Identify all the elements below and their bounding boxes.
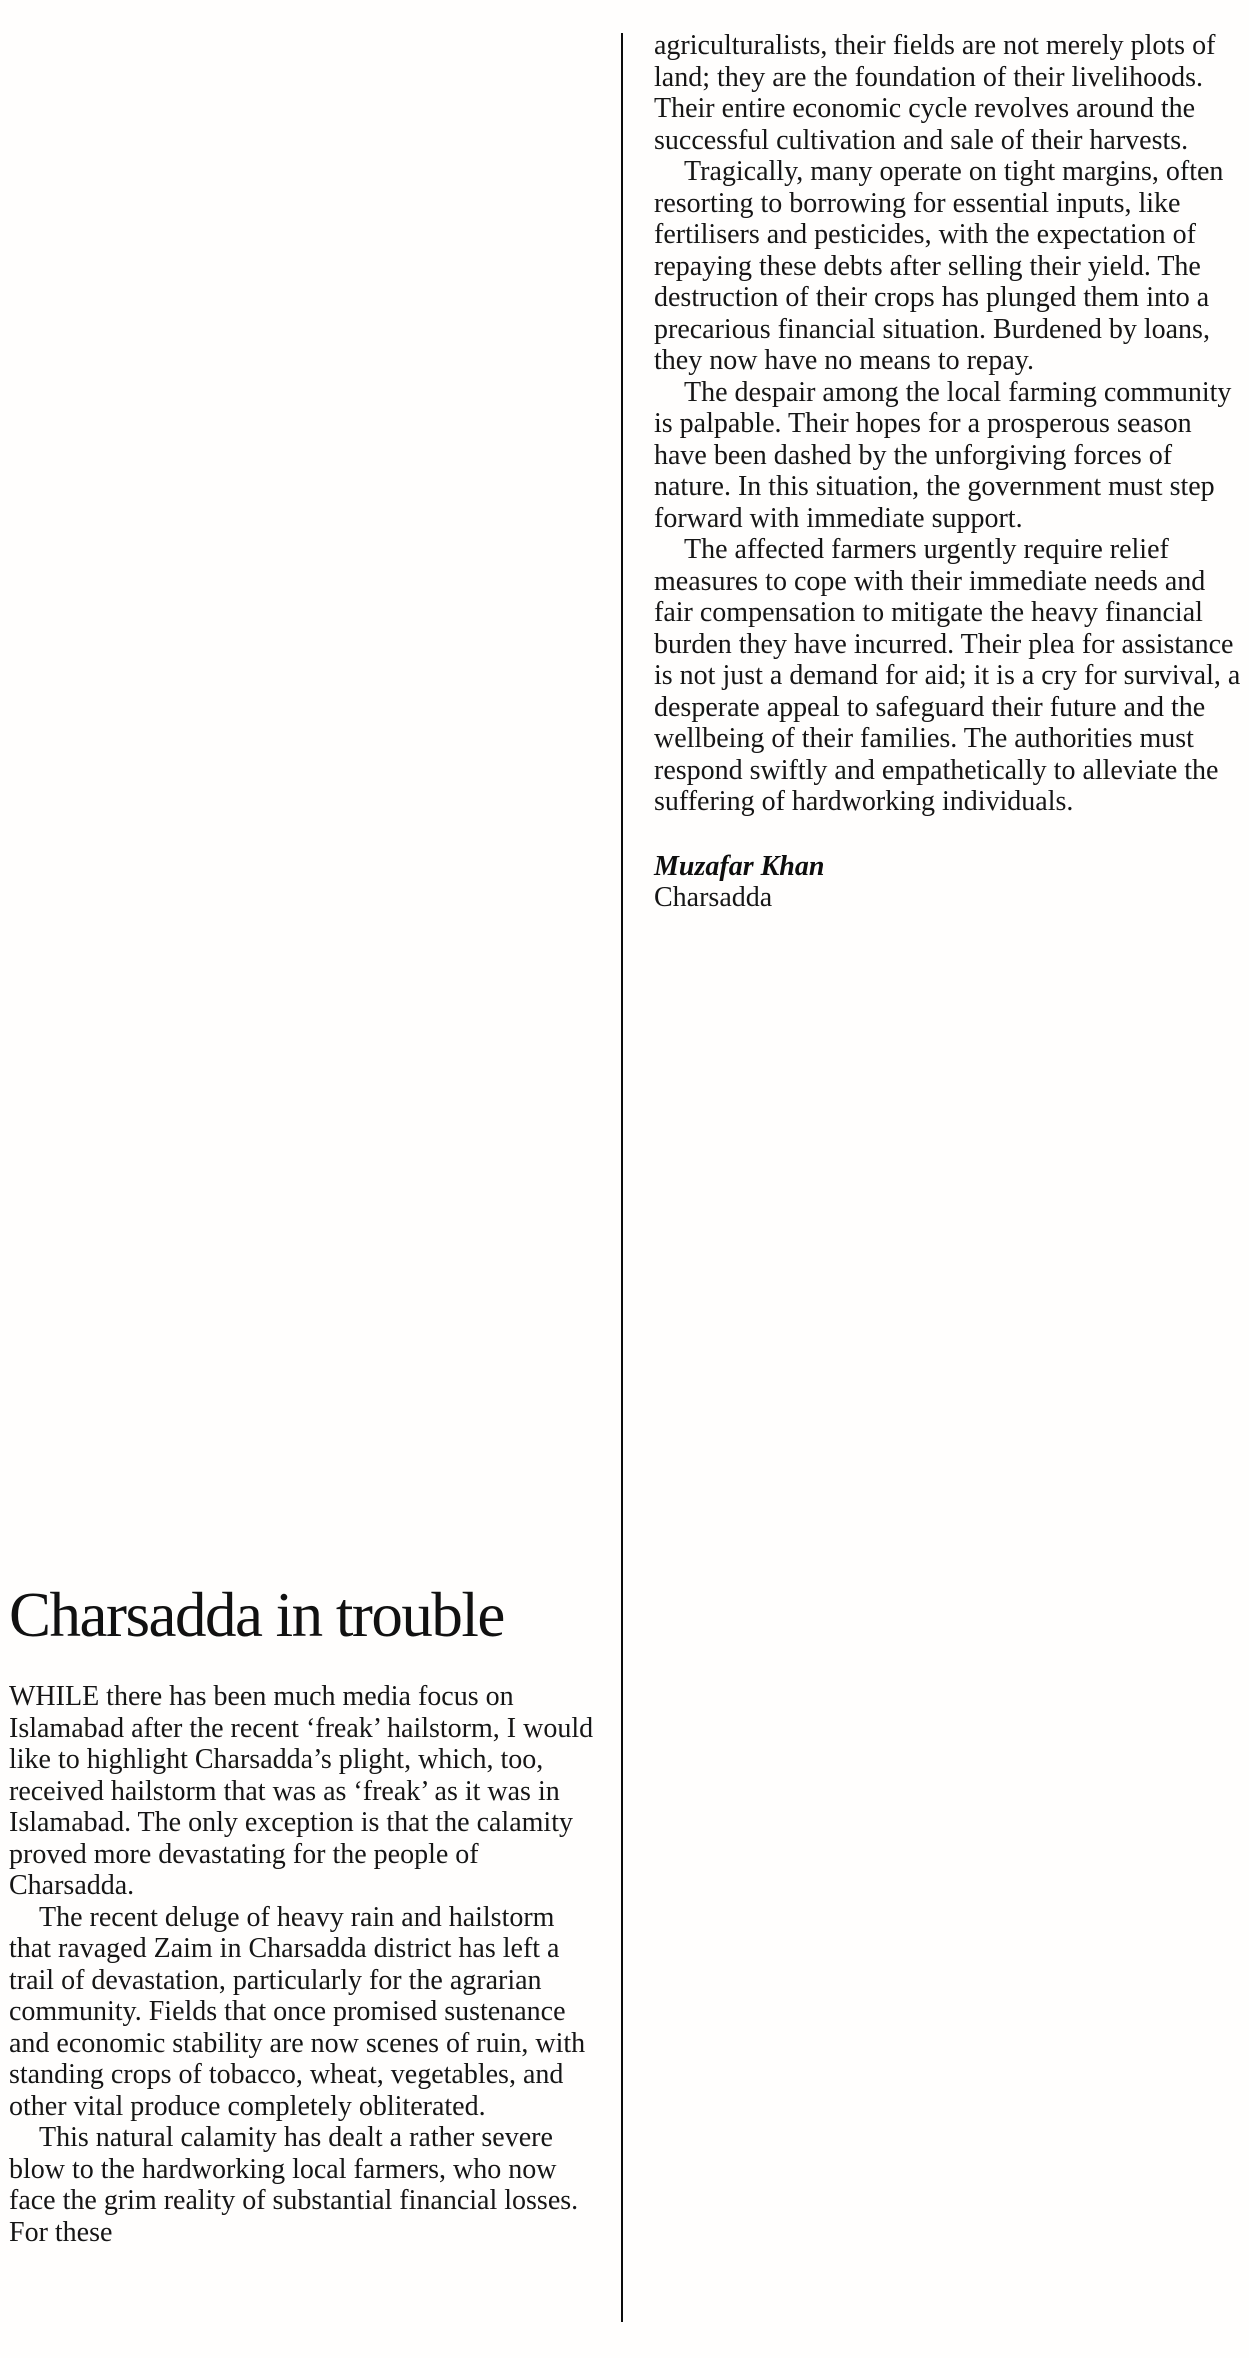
- letter-paragraph: Tragically, many operate on tight margins, often resorting to borrowing for essential inputs, like fertilisers and pesticides, with the expectation of repaying these debts after selling their yield. The destruction of their crops has plunged them into a precarious financial situation. Burdened by loans, they now have no means to repay.: [654, 156, 1224, 376]
- letter-paragraph: The recent deluge of heavy rain and hailstorm that ravaged Zaim in Charsadda district has left a trail of devastation, particularly for the agrarian community. Fields that once promised sustenance and economic stability are now scenes of ruin, with standing crops of tobacco, wheat, vegetables, and other vital produce completely obliterated.: [9, 1901, 586, 2122]
- column-divider-rule: [621, 33, 623, 2322]
- letter-paragraph: The affected farmers urgently require relief measures to cope with their immediate needs and fair compensation to mitigate the heavy financial burden they have incurred. Their plea for assistance is not just a demand for aid; it is a cry for survival, a desperate appeal to safeguard their future and the wellbeing of their families. The authorities must respond swiftly and empathetically to alleviate the suffering of hardworking individuals.: [654, 534, 1241, 817]
- signature-location: Charsadda: [654, 882, 773, 913]
- letter-paragraph: agriculturalists, their fields are not merely plots of land; they are the foundation of their livelihoods. Their entire economic cycle revolves around the successful cultivation and sale of their harvests.: [654, 30, 1216, 156]
- letter-paragraph: The despair among the local farming community is palpable. Their hopes for a prosperous season have been dashed by the unforgiving forces of nature. In this situation, the government must step forward with immediate support.: [654, 376, 1232, 534]
- right-column: [654, 30, 1242, 914]
- signature-name: Muzafar Khan: [654, 850, 825, 882]
- letter-paragraph: This natural calamity has dealt a rather severe blow to the hardworking local farmers, who now face the grim reality of substantial financial losses. For these: [9, 2122, 579, 2248]
- letter-paragraph: WHILE there has been much media focus on Islamabad after the recent ‘freak’ hailstorm, I would like to highlight Charsadda’s plight, which, too, received hailstorm that was as ‘freak’ as it was in Islamabad. The only exception is that the calamity proved more devastating for the people of Charsadda.: [9, 1681, 594, 1901]
- left-column: [9, 1582, 601, 2248]
- letter-signature: [654, 851, 1242, 914]
- letter-headline: Charsadda in trouble: [9, 1580, 504, 1650]
